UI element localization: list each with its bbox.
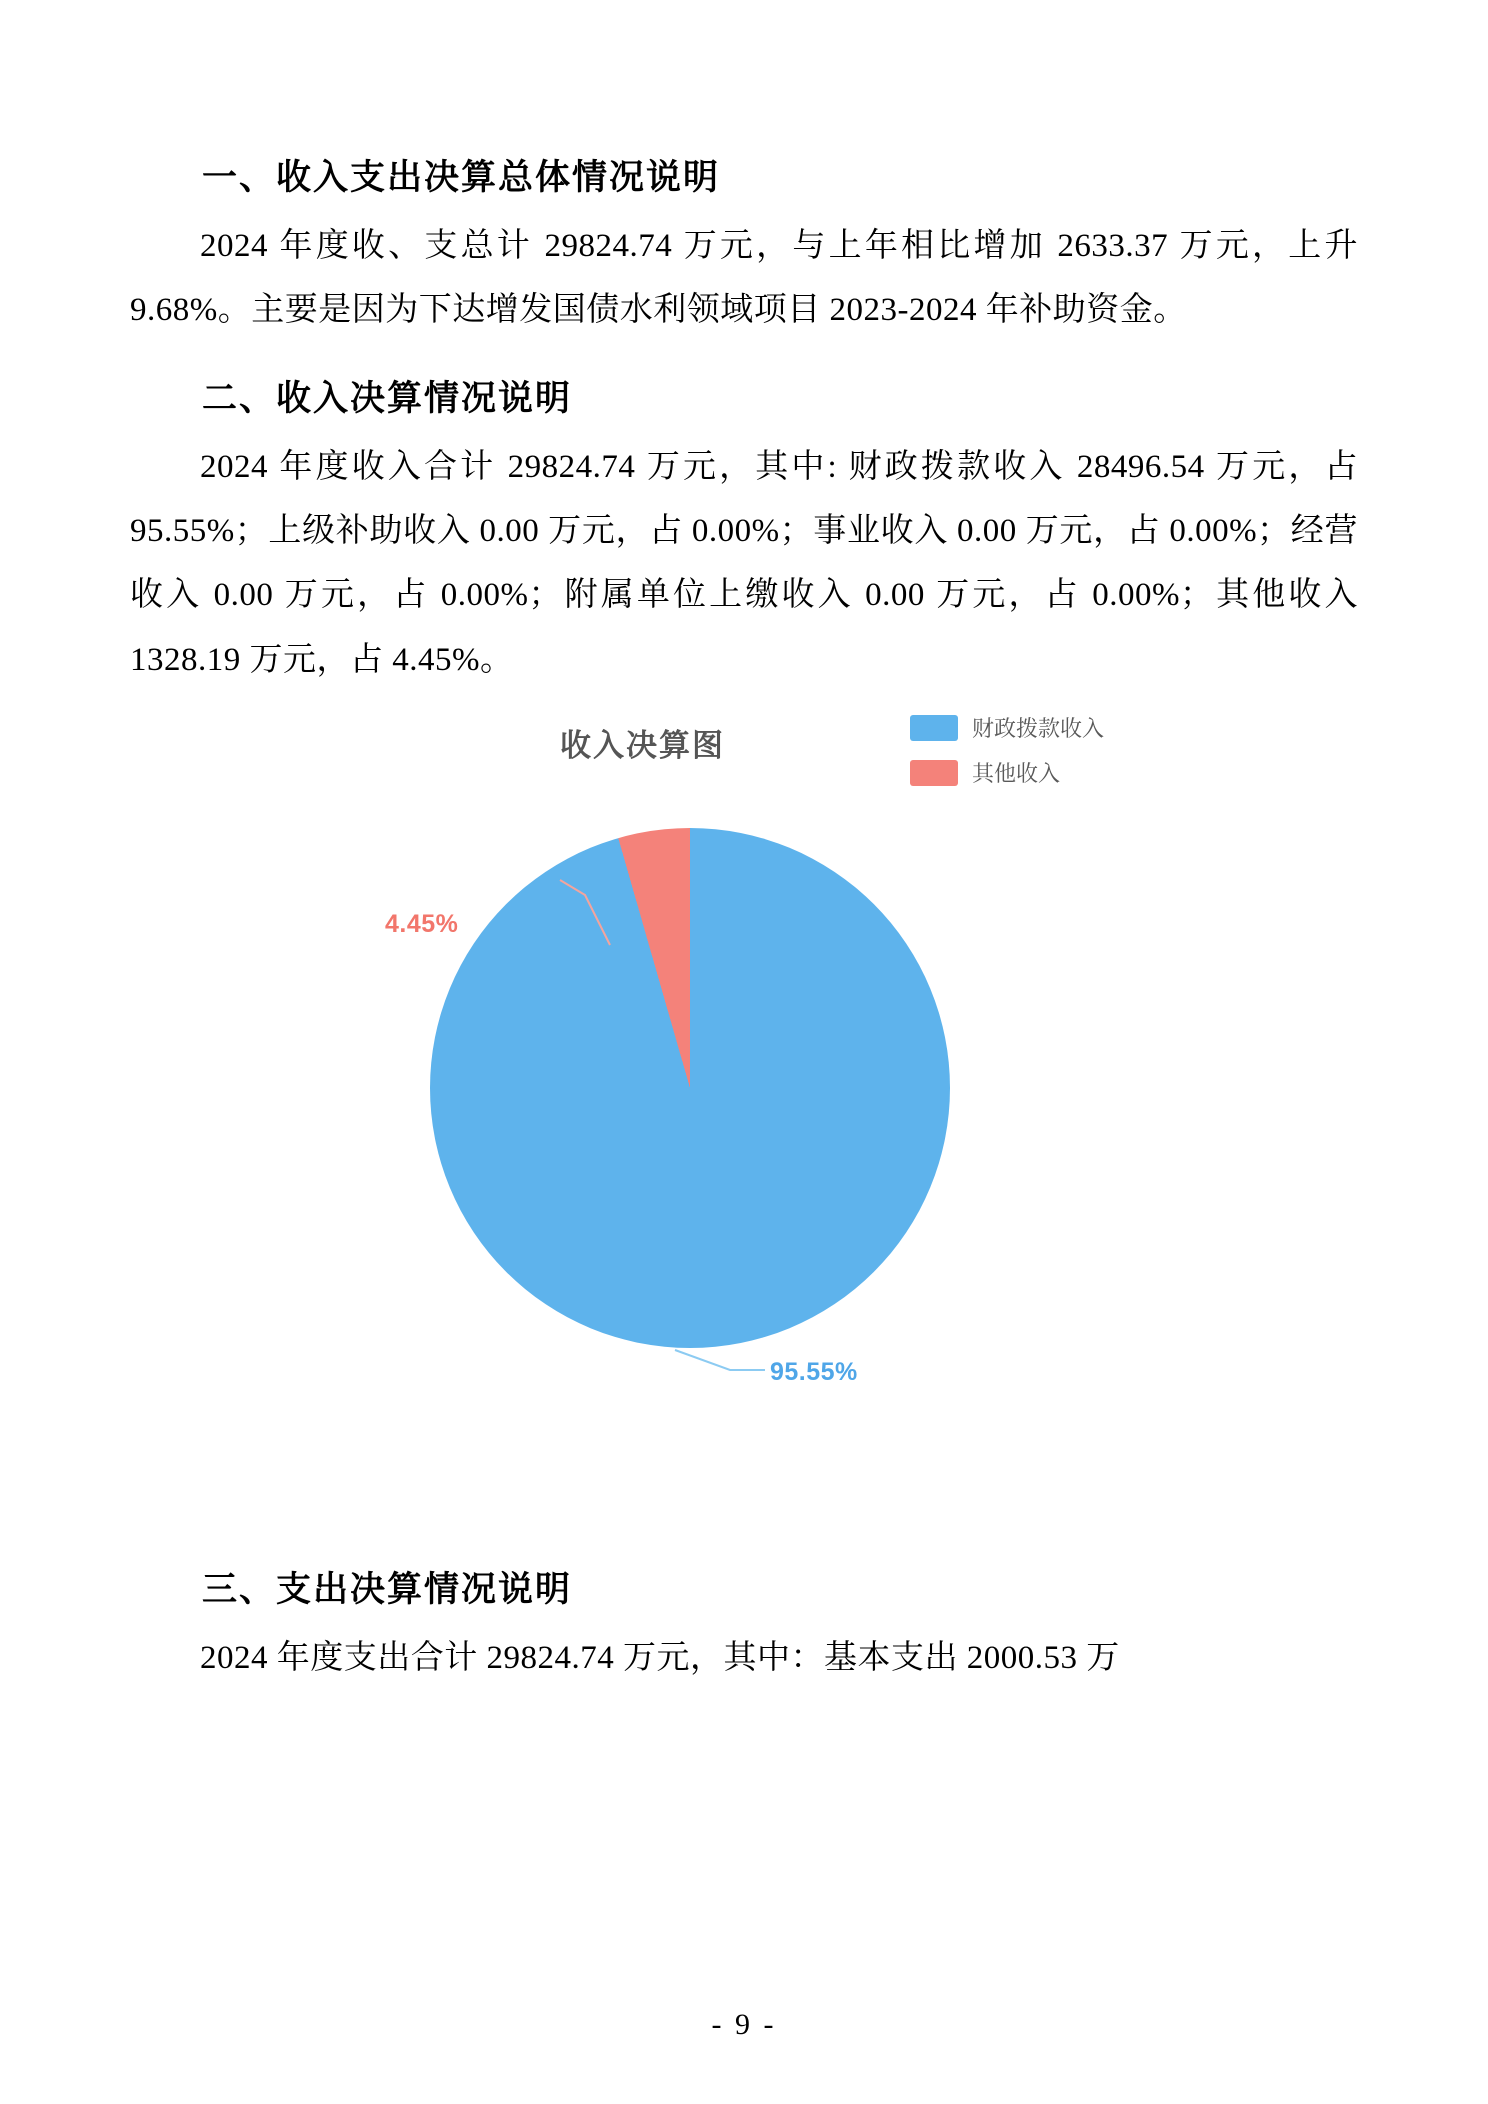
section-heading-3: 三、支出决算情况说明 bbox=[202, 1570, 573, 1610]
income-pie-chart bbox=[130, 710, 1358, 1540]
spacer bbox=[130, 1540, 1358, 1562]
chart-title: 收入决算图 bbox=[560, 728, 725, 764]
leader-line-blue bbox=[130, 710, 1130, 1540]
section-heading-2: 二、收入决算情况说明 bbox=[202, 378, 573, 418]
legend-label-0: 财政拨款收入 bbox=[972, 716, 1105, 742]
page-number: - 9 - bbox=[711, 2008, 777, 2041]
spacer bbox=[130, 349, 1358, 371]
section-paragraph-2: 2024 年度收入合计 29824.74 万元，其中: 财政拨款收入 28496.54 万元，占 95.55%；上级补助收入 0.00 万元，占 0.00%；事业收入 0.00 万元，占 0.00%；经营收入 0.00 万元，占 0.00%；附属单位上缴收入 0.00 万元，占 0.00%；其他收入 1328.19 万元，占 4.45%。 bbox=[130, 448, 1358, 678]
section-paragraph-3: 2024 年度支出合计 29824.74 万元，其中：基本支出 2000.53 万 bbox=[200, 1640, 1120, 1677]
section-heading-1: 一、收入支出决算总体情况说明 bbox=[202, 158, 721, 197]
pie-value-label-0: 95.55% bbox=[770, 1358, 858, 1387]
legend-label-1: 其他收入 bbox=[972, 761, 1061, 787]
pie-value-label-1: 4.45% bbox=[385, 910, 459, 939]
section-paragraph-1: 2024 年度收、支总计 29824.74 万元，与上年相比增加 2633.37 万元，上升 9.68%。主要是因为下达增发国债水利领域项目 2023-2024 年补助资金。 bbox=[130, 228, 1358, 329]
